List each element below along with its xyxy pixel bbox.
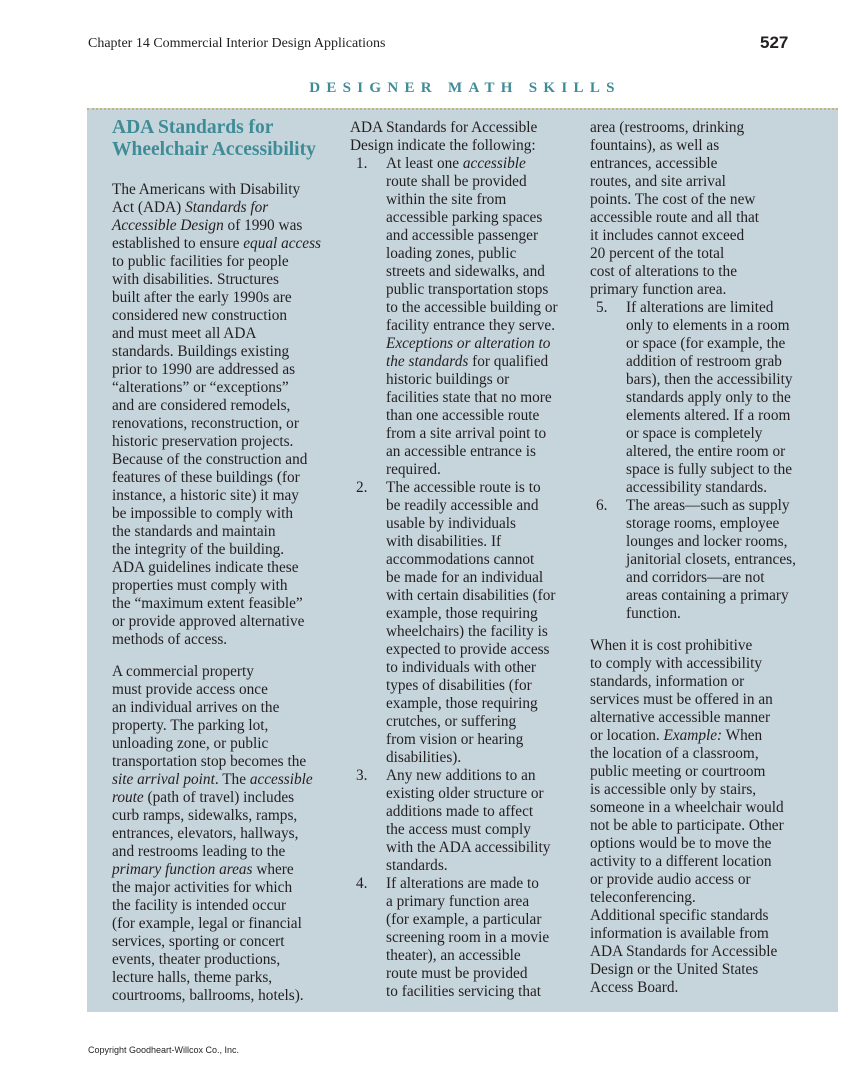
text-line: renovations, reconstruction, or bbox=[112, 415, 299, 432]
text-line: public meeting or courtroom bbox=[590, 763, 766, 780]
text-line bbox=[386, 155, 558, 173]
paragraph bbox=[112, 181, 321, 649]
text-line: to the accessible building or bbox=[386, 299, 558, 316]
text-line: or space is completely bbox=[626, 425, 763, 442]
feature-title-line: ADA Standards for bbox=[112, 117, 274, 138]
list-number: 4. bbox=[356, 875, 368, 892]
text-line: existing older structure or bbox=[386, 785, 544, 802]
text-line: route must be provided bbox=[386, 965, 528, 982]
column-1 bbox=[112, 181, 321, 1005]
text-run: When bbox=[722, 727, 763, 744]
text-line: an individual arrives on the bbox=[112, 699, 280, 716]
text-line: and restrooms leading to the bbox=[112, 843, 286, 860]
text-line: If alterations are limited bbox=[626, 299, 774, 316]
text-line: fountains), as well as bbox=[590, 137, 720, 154]
list-item bbox=[590, 299, 796, 497]
text-line: curb ramps, sidewalks, ramps, bbox=[112, 807, 298, 824]
text-line: required. bbox=[386, 461, 441, 478]
text-line: storage rooms, employee bbox=[626, 515, 780, 532]
text-line: addition of restroom grab bbox=[626, 353, 782, 370]
text-line: and accessible passenger bbox=[386, 227, 539, 244]
text-line: janitorial closets, entrances, bbox=[626, 551, 796, 568]
text-line: courtrooms, ballrooms, hotels). bbox=[112, 987, 304, 1004]
text-line bbox=[112, 235, 321, 253]
text-line bbox=[112, 789, 321, 807]
text-line bbox=[112, 199, 321, 217]
paragraph bbox=[590, 119, 796, 299]
text-line: (for example, legal or financial bbox=[112, 915, 302, 932]
text-line: and are considered remodels, bbox=[112, 397, 291, 414]
text-line: Any new additions to an bbox=[386, 767, 536, 784]
text-line: Design or the United States bbox=[590, 961, 759, 978]
italic-term: Exceptions or alteration to bbox=[386, 335, 551, 352]
text-run: or location. bbox=[590, 727, 664, 744]
text-line: instance, a historic site) it may bbox=[112, 487, 299, 504]
text-line: facilities state that no more bbox=[386, 389, 552, 406]
paragraph bbox=[350, 119, 558, 155]
text-line: routes, and site arrival bbox=[590, 173, 726, 190]
text-line: the major activities for which bbox=[112, 879, 293, 896]
text-line: services must be offered in an bbox=[590, 691, 773, 708]
text-line: services, sporting or concert bbox=[112, 933, 285, 950]
text-line: to facilities servicing that bbox=[386, 983, 542, 1000]
text-line: accessible route and all that bbox=[590, 209, 760, 226]
text-line: elements altered. If a room bbox=[626, 407, 791, 424]
text-line: events, theater productions, bbox=[112, 951, 281, 968]
text-line bbox=[112, 217, 321, 235]
text-line: usable by individuals bbox=[386, 515, 517, 532]
text-line: cost of alterations to the bbox=[590, 263, 737, 280]
italic-term: Standards for bbox=[185, 199, 269, 216]
text-line: someone in a wheelchair would bbox=[590, 799, 784, 816]
italic-term: accessible bbox=[462, 155, 526, 172]
text-line: theater), an accessible bbox=[386, 947, 521, 964]
text-line: The areas—such as supply bbox=[626, 497, 790, 514]
italic-term: route bbox=[112, 789, 144, 806]
text-line: example, those requiring bbox=[386, 695, 538, 712]
text-line: bars), then the accessibility bbox=[626, 371, 793, 388]
text-line: Design indicate the following: bbox=[350, 137, 536, 154]
paragraph bbox=[590, 637, 796, 997]
text-line: loading zones, public bbox=[386, 245, 517, 262]
italic-term: accessible bbox=[249, 771, 313, 788]
text-line: When it is cost prohibitive bbox=[590, 637, 753, 654]
italic-term: equal access bbox=[243, 235, 321, 252]
text-line: options would be to move the bbox=[590, 835, 772, 852]
text-line: a primary function area bbox=[386, 893, 530, 910]
text-line: altered, the entire room or bbox=[626, 443, 786, 460]
section-title: DESIGNER MATH SKILLS bbox=[309, 80, 621, 96]
text-line: lounges and locker rooms, bbox=[626, 533, 788, 550]
text-line bbox=[590, 727, 796, 745]
list-number: 6. bbox=[596, 497, 608, 514]
list-number: 3. bbox=[356, 767, 368, 784]
text-line: entrances, accessible bbox=[590, 155, 718, 172]
text-line: The Americans with Disability bbox=[112, 181, 301, 198]
text-line: not be able to participate. Other bbox=[590, 817, 784, 834]
text-line: or provide audio access or bbox=[590, 871, 751, 888]
list-item bbox=[350, 767, 558, 875]
italic-term: primary function areas bbox=[112, 861, 253, 878]
text-line bbox=[112, 771, 321, 789]
text-line: area (restrooms, drinking bbox=[590, 119, 745, 136]
text-line: teleconferencing. bbox=[590, 889, 696, 906]
text-line: crutches, or suffering bbox=[386, 713, 517, 730]
text-line: properties must comply with bbox=[112, 577, 288, 594]
text-line: with certain disabilities (for bbox=[386, 587, 556, 604]
text-line: ADA guidelines indicate these bbox=[112, 559, 299, 576]
text-run: . The bbox=[214, 771, 250, 788]
column-3 bbox=[590, 119, 796, 997]
text-run: for qualified bbox=[468, 353, 549, 370]
page-number: 527 bbox=[760, 33, 789, 52]
text-line: the integrity of the building. bbox=[112, 541, 285, 558]
italic-term: the standards bbox=[386, 353, 469, 370]
text-line: public transportation stops bbox=[386, 281, 549, 298]
column-2 bbox=[350, 119, 558, 1001]
text-line bbox=[386, 353, 558, 371]
text-run: of 1990 was bbox=[223, 217, 303, 234]
text-line: lecture halls, theme parks, bbox=[112, 969, 273, 986]
text-line: transportation stop becomes the bbox=[112, 753, 307, 770]
text-line: points. The cost of the new bbox=[590, 191, 756, 208]
text-line: ADA Standards for Accessible bbox=[590, 943, 778, 960]
text-line: with the ADA accessibility bbox=[386, 839, 551, 856]
text-line: to comply with accessibility bbox=[590, 655, 763, 672]
text-line: alternative accessible manner bbox=[590, 709, 771, 726]
text-line: with disabilities. Structures bbox=[112, 271, 279, 288]
text-run: where bbox=[252, 861, 294, 878]
text-line: to individuals with other bbox=[386, 659, 536, 676]
italic-term: site arrival point bbox=[112, 771, 215, 788]
text-line bbox=[386, 335, 558, 353]
text-line: methods of access. bbox=[112, 631, 228, 648]
text-run: Act (ADA) bbox=[112, 199, 186, 216]
list-number: 2. bbox=[356, 479, 368, 496]
text-line: built after the early 1990s are bbox=[112, 289, 292, 306]
text-line: 20 percent of the total bbox=[590, 245, 725, 262]
text-line: considered new construction bbox=[112, 307, 288, 324]
text-line: the “maximum extent feasible” bbox=[112, 595, 303, 612]
list-item bbox=[590, 497, 796, 623]
text-line: information is available from bbox=[590, 925, 769, 942]
text-line: historic buildings or bbox=[386, 371, 510, 388]
list-number: 1. bbox=[356, 155, 368, 172]
text-line: activity to a different location bbox=[590, 853, 772, 870]
text-line: space is fully subject to the bbox=[626, 461, 793, 478]
text-line: than one accessible route bbox=[386, 407, 540, 424]
text-line: only to elements in a room bbox=[626, 317, 790, 334]
text-line: standards apply only to the bbox=[626, 389, 791, 406]
text-line: If alterations are made to bbox=[386, 875, 539, 892]
text-line: and corridors—are not bbox=[626, 569, 765, 586]
italic-term: Example: bbox=[663, 727, 723, 744]
text-line: facility entrance they serve. bbox=[386, 317, 556, 334]
text-line: expected to provide access bbox=[386, 641, 550, 658]
text-line: historic preservation projects. bbox=[112, 433, 294, 450]
feature-title bbox=[112, 117, 316, 161]
text-line: an accessible entrance is bbox=[386, 443, 536, 460]
text-run: established to ensure bbox=[112, 235, 244, 252]
text-line: A commercial property bbox=[112, 663, 254, 680]
text-run: (path of travel) includes bbox=[143, 789, 295, 806]
text-line: streets and sidewalks, and bbox=[386, 263, 545, 280]
text-line: or provide approved alternative bbox=[112, 613, 305, 630]
text-line: accessibility standards. bbox=[626, 479, 768, 496]
list-item bbox=[350, 155, 558, 479]
text-line: unloading zone, or public bbox=[112, 735, 269, 752]
text-line: accessible parking spaces bbox=[386, 209, 543, 226]
text-line: must provide access once bbox=[112, 681, 268, 698]
paragraph bbox=[112, 663, 321, 1005]
text-line: features of these buildings (for bbox=[112, 469, 300, 486]
text-line: property. The parking lot, bbox=[112, 717, 269, 734]
text-run: At least one bbox=[386, 155, 463, 172]
feature-title-line: Wheelchair Accessibility bbox=[112, 139, 316, 160]
text-line: from vision or hearing bbox=[386, 731, 524, 748]
text-line: the access must comply bbox=[386, 821, 531, 838]
text-line: within the site from bbox=[386, 191, 507, 208]
italic-term: Accessible Design bbox=[112, 217, 224, 234]
text-line: prior to 1990 are addressed as bbox=[112, 361, 296, 378]
text-line: “alterations” or “exceptions” bbox=[112, 379, 289, 396]
running-header-chapter: Chapter 14 Commercial Interior Design Applications bbox=[88, 36, 386, 51]
text-line: types of disabilities (for bbox=[386, 677, 532, 694]
text-line: function. bbox=[626, 605, 681, 622]
text-line: standards. bbox=[386, 857, 448, 874]
text-line: The accessible route is to bbox=[386, 479, 541, 496]
text-line: standards. Buildings existing bbox=[112, 343, 290, 360]
text-line: additions made to affect bbox=[386, 803, 534, 820]
text-line: be impossible to comply with bbox=[112, 505, 294, 522]
text-line: be readily accessible and bbox=[386, 497, 539, 514]
text-line bbox=[112, 861, 321, 879]
text-line: Because of the construction and bbox=[112, 451, 308, 468]
text-line: disabilities). bbox=[386, 749, 462, 766]
text-line: and must meet all ADA bbox=[112, 325, 257, 342]
text-line: Access Board. bbox=[590, 979, 679, 996]
text-line: standards, information or bbox=[590, 673, 745, 690]
text-line: with disabilities. If bbox=[386, 533, 502, 550]
list-number: 5. bbox=[596, 299, 608, 316]
text-line: be made for an individual bbox=[386, 569, 544, 586]
text-line: the location of a classroom, bbox=[590, 745, 759, 762]
text-line: ADA Standards for Accessible bbox=[350, 119, 538, 136]
text-line: primary function area. bbox=[590, 281, 727, 298]
text-line: entrances, elevators, hallways, bbox=[112, 825, 299, 842]
text-line: screening room in a movie bbox=[386, 929, 550, 946]
text-line: (for example, a particular bbox=[386, 911, 542, 928]
text-line: areas containing a primary bbox=[626, 587, 789, 604]
text-line: Additional specific standards bbox=[590, 907, 769, 924]
text-line: wheelchairs) the facility is bbox=[386, 623, 548, 640]
text-line: or space (for example, the bbox=[626, 335, 786, 352]
text-line: to public facilities for people bbox=[112, 253, 289, 270]
text-line: example, those requiring bbox=[386, 605, 538, 622]
text-line: from a site arrival point to bbox=[386, 425, 547, 442]
list-item bbox=[350, 479, 558, 767]
copyright: Copyright Goodheart-Willcox Co., Inc. bbox=[88, 1045, 240, 1055]
text-line: it includes cannot exceed bbox=[590, 227, 745, 244]
text-line: is accessible only by stairs, bbox=[590, 781, 757, 798]
text-line: the facility is intended occur bbox=[112, 897, 287, 914]
list-item bbox=[350, 875, 558, 1001]
text-line: route shall be provided bbox=[386, 173, 527, 190]
text-line: accommodations cannot bbox=[386, 551, 535, 568]
text-line: the standards and maintain bbox=[112, 523, 276, 540]
